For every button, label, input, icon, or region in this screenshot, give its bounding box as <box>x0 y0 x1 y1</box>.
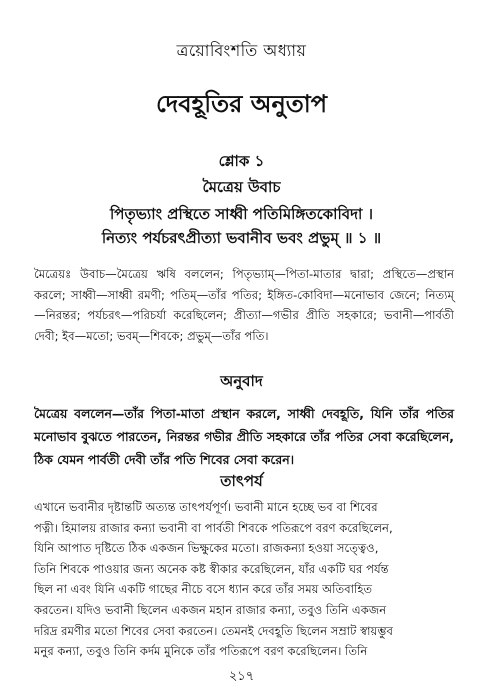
purport-line: যিনি আপাত দৃষ্টিতে ঠিক একজন ভিক্ষুকের মতো। রাজকন্যা হওয়া সত্ত্বেও, <box>34 541 379 556</box>
page-number: ২১৭ <box>228 669 255 684</box>
verse-speaker: মৈত্রেয় উবাচ <box>202 178 281 196</box>
purport-heading: তাৎপর্য <box>220 472 263 490</box>
verse-line-2: নিত্যং পর্যচরৎপ্রীত্যা ভবানীব ভবং প্রভুম্ ॥ ১ ॥ <box>101 229 382 247</box>
translation-paragraph: মৈত্রেয় বললেন—তাঁর পিতা-মাতা প্রস্থান করলে, সাধ্বী দেবহূতি, যিনি তাঁর পতির মনোভাব বুঝতে পারতেন, নিরন্তর গভীর প্রীতি সহকারে তাঁর পতির সেবা করেছিলেন, ঠিক যেমন পার্বতী দেবী তাঁর পতি শিবের সেবা করেন। <box>34 406 454 467</box>
purport-paragraph <box>34 497 454 662</box>
purport-line: তিনি শিবকে পাওয়ার জন্য অনেক কষ্ট স্বীকার করেছিলেন, যাঁর একটি ঘর পর্যন্ত <box>34 561 389 576</box>
purport-line: মনুর কন্যা, তবুও তিনি কর্দম মুনিকে তাঁর পতিরূপে বরণ করেছিলেন। তিনি <box>34 644 368 659</box>
purport-line: করতেন। যদিও ভবানী ছিলেন একজন মহান রাজার কন্যা, তবুও তিনি একজন <box>34 602 387 617</box>
verse-label: শ্লোক ১ <box>218 152 265 170</box>
chapter-title: দেবহূতির অনুতাপ <box>155 90 328 118</box>
translation-heading: অনুবাদ <box>220 372 263 390</box>
chapter-heading: ত্রয়োবিংশতি অধ্যায় <box>176 41 307 60</box>
verse-line-1: পিতৃভ্যাং প্রস্থিতে সাধ্বী পতিমিঙ্গিতকোবিদা । <box>110 205 373 223</box>
synonyms-paragraph: মৈত্রেয়ঃ উবাচ—মৈত্রেয় ঋষি বললেন; পিতৃভ্যাম্—পিতা-মাতার দ্বারা; প্রস্থিতে—প্রস্থান করলে; সাধ্বী—সাধ্বী রমণী; পতিম্—তাঁর পতির; ইঙ্গিত-কোবিদা—মনোভাব জেনে; নিত্যম্—নিরন্তর; পর্যচরৎ—পরিচর্যা করেছিলেন; প্রীত্যা—গভীর প্রীতি সহকারে; ভবানী—পার্বতী দেবী; ইব—মতো; ভবম্—শিবকে; প্রভুম্—তাঁর পতি। <box>34 267 454 343</box>
purport-line: দরিদ্র রমণীর মতো শিবের সেবা করতেন। তেমনই দেবহূতি ছিলেন সম্রাট স্বায়ম্ভুব <box>34 623 393 638</box>
purport-line: এখানে ভবানীর দৃষ্টান্তটি অত্যন্ত তাৎপর্যপূর্ণ। ভবানী মানে হচ্ছে ভব বা শিবের <box>34 500 378 514</box>
purport-line: পত্নী। হিমালয় রাজার কন্যা ভবানী বা পার্বতী শিবকে পতিরূপে বরণ করেছিলেন, <box>34 520 393 535</box>
purport-line: ছিল না এবং যিনি একটি গাছের নীচে বসে ধ্যান করে তাঁর সময় অতিবাহিত <box>34 582 373 597</box>
